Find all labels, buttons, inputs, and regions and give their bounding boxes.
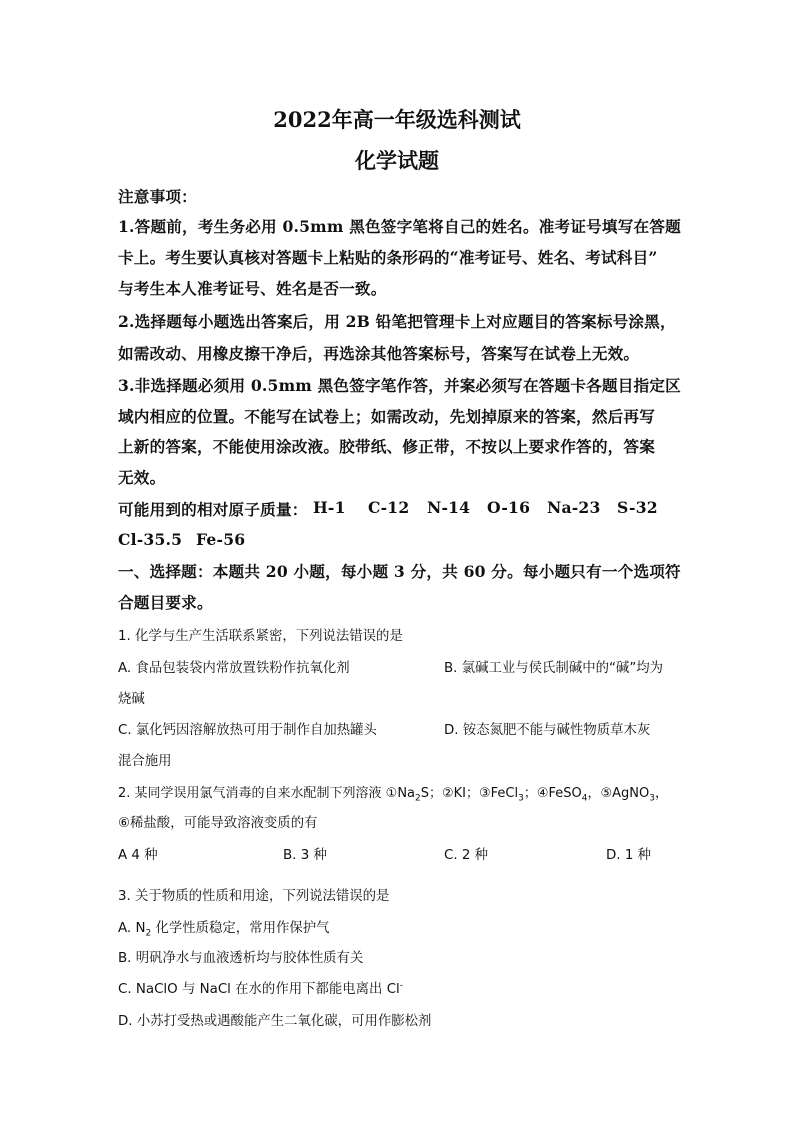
section-heading: 一、选择题：本题共 20 小题，每小题 3 分，共 60 分。每小题只有一个选项符 [118, 562, 681, 581]
notes-line: 3.非选择题必须用 0.5mm 黑色签字笔作答，并案必须写在答题卡各题目指定区 [118, 376, 681, 395]
option-d-continued: 混合施用 [118, 754, 172, 769]
option-c: C. 氯化钙因溶解放热可用于制作自加热罐头 [118, 723, 377, 738]
exam-title: 2022年高一年级选科测试 [273, 107, 521, 132]
question-stem: 2. 某同学误用氯气消毒的自来水配制下列溶液 $①Na_2S$；②KI；③FeCl$_3$；④FeSO$_4$，⑤AgNO$_3$， [118, 786, 669, 804]
notes-line: 与考生本人准考证号、姓名是否一致。 [118, 279, 387, 298]
option-a: A. $N_2$ 化学性质稳定，常用作保护气 [118, 921, 330, 939]
question-stem: 3. 关于物质的性质和用途，下列说法错误的是 [118, 889, 390, 904]
atomic-mass-item: O-16 [487, 498, 531, 517]
notes-line: 如需改动、用橡皮擦干净后，再选涂其他答案标号，答案写在试卷上无效。 [118, 344, 640, 363]
atomic-mass-label: 可能用到的相对原子质量： [118, 500, 308, 519]
option-b: B. 明矾净水与血液透析均与胶体性质有关 [118, 951, 364, 966]
notes-line: 上新的答案，不能使用涂改液。胶带纸、修正带，不按以上要求作答的，答案 [118, 437, 655, 456]
notes-line: 1.答题前，考生务必用 0.5mm 黑色签字笔将自己的姓名。准考证号填写在答题 [118, 217, 681, 236]
section-heading: 合题目要求。 [118, 593, 213, 612]
notes-line: 域内相应的位置。不能写在试卷上；如需改动，先划掉原来的答案，然后再写 [118, 407, 655, 426]
atomic-mass-item: S-32 [617, 498, 658, 517]
atomic-mass-item: C-12 [368, 498, 410, 517]
subject-title: 化学试题 [355, 148, 439, 173]
option-d: D. 铵态氮肥不能与碱性物质草木灰 [444, 723, 651, 738]
option-c: C. NaClO 与 NaCl 在水的作用下都能电离出 Cl- [118, 980, 404, 997]
question-stem-continued: ⑥稀盐酸，可能导致溶液变质的有 [118, 816, 318, 831]
notes-heading: 注意事项： [118, 187, 197, 206]
option-b: B. 氯碱工业与侯氏制碱中的“碱”均为 [444, 661, 664, 676]
option-a: A. 食品包装袋内常放置铁粉作抗氧化剂 [118, 661, 350, 676]
question-stem: 1. 化学与生产生活联系紧密，下列说法错误的是 [118, 629, 403, 644]
option-d: D. 小苏打受热或遇酸能产生二氧化碳，可用作膨松剂 [118, 1014, 432, 1029]
option-b-continued: 烧碱 [118, 692, 145, 707]
notes-line: 卡上。考生要认真核对答题卡上粘贴的条形码的“准考证号、姓名、考试科目” [118, 248, 658, 267]
option-a: A 4 种 [118, 848, 158, 863]
atomic-mass-item: Fe-56 [196, 530, 246, 549]
option-d: D. 1 种 [606, 848, 651, 863]
atomic-mass-item: Cl-35.5 [118, 530, 183, 549]
atomic-mass-item: H-1 [313, 498, 346, 517]
atomic-mass-item: Na-23 [547, 498, 601, 517]
atomic-mass-item: N-14 [427, 498, 471, 517]
option-b: B. 3 种 [283, 848, 327, 863]
notes-line: 2.选择题每小题选出答案后，用 2B 铅笔把管理卡上对应题目的答案标号涂黑， [118, 312, 676, 331]
notes-line: 无效。 [118, 468, 166, 487]
option-c: C. 2 种 [444, 848, 489, 863]
